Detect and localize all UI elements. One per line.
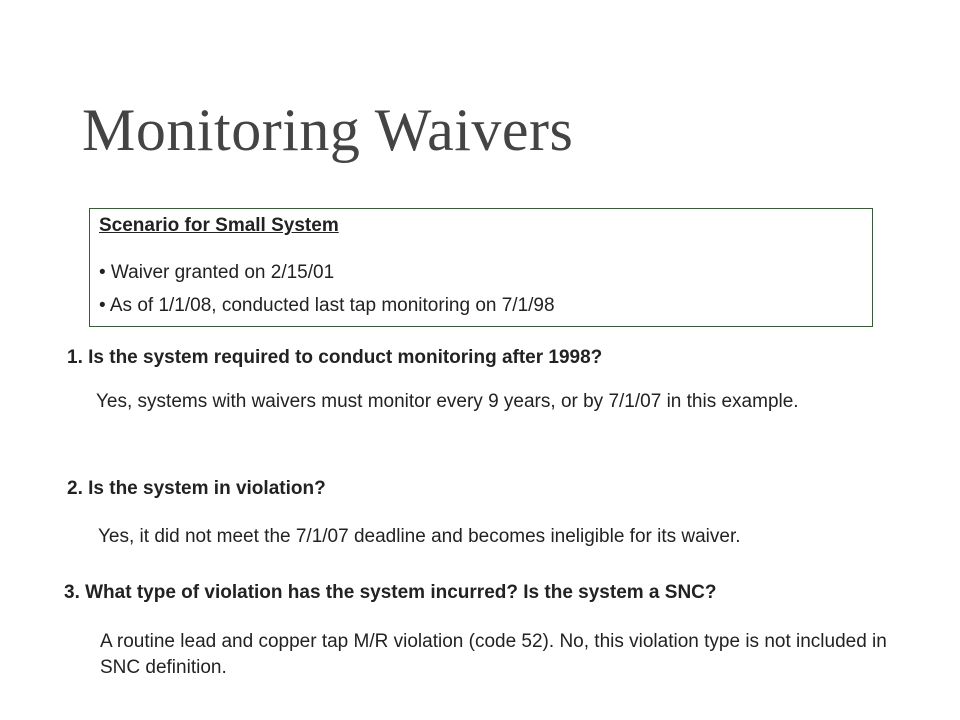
question-3: 3. What type of violation has the system incurred? Is the system a SNC?	[64, 582, 717, 603]
scenario-bullet-waiver: • Waiver granted on 2/15/01	[99, 262, 335, 283]
question-1: 1. Is the system required to conduct monitoring after 1998?	[67, 347, 603, 368]
answer-2: Yes, it did not meet the 7/1/07 deadline and becomes ineligible for its waiver.	[98, 526, 741, 547]
question-2: 2. Is the system in violation?	[67, 478, 326, 499]
scenario-bullet-last-monitoring: • As of 1/1/08, conducted last tap monitoring on 7/1/98	[99, 295, 555, 316]
answer-1: Yes, systems with waivers must monitor every 9 years, or by 7/1/07 in this example.	[96, 391, 799, 412]
answer-3: A routine lead and copper tap M/R violation (code 52). No, this violation type is not included in SNC definition.	[100, 631, 887, 678]
scenario-box	[89, 208, 873, 327]
scenario-heading: Scenario for Small System	[99, 215, 339, 236]
slide-title: Monitoring Waivers	[82, 97, 574, 163]
